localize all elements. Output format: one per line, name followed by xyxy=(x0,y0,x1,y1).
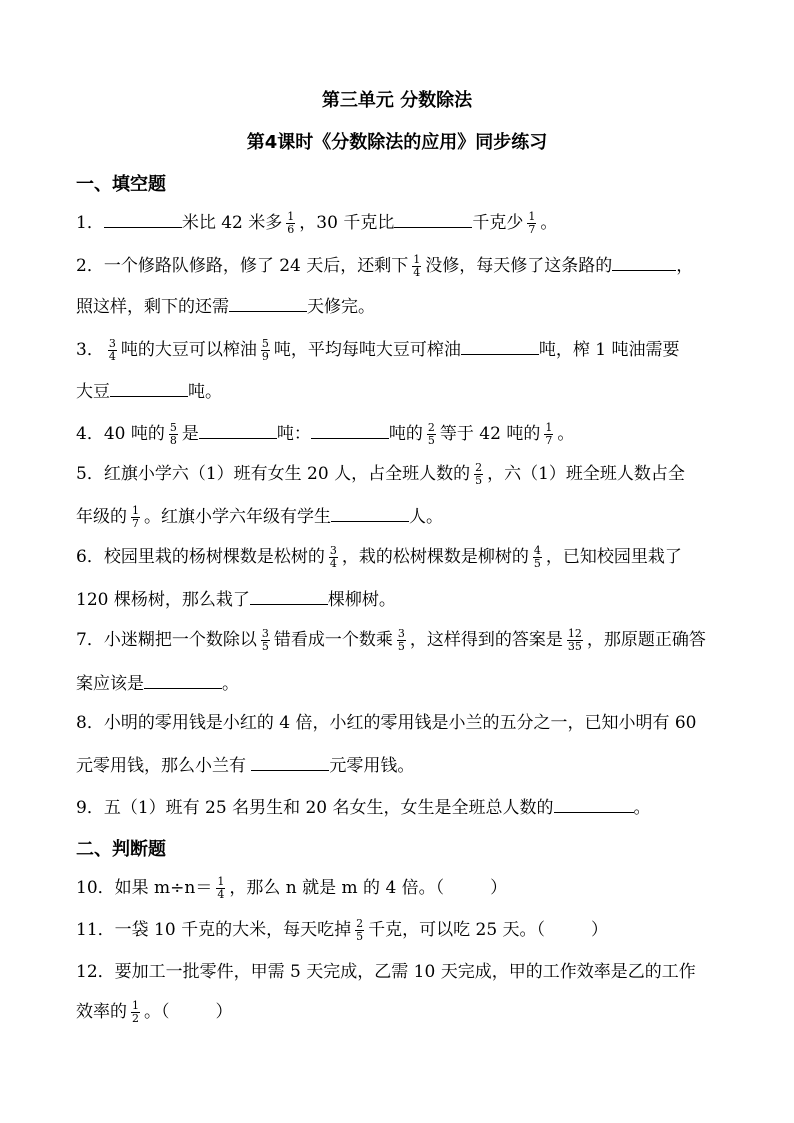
fraction: $\frac{1}{4}$ xyxy=(413,253,421,279)
question-4: 4．40 吨的 $\frac{5}{8}$ 是 吨： 吨的 $\frac{2}{5}$ 等于 42 吨的 $\frac{1}{7}$ 。 xyxy=(76,421,575,447)
question-6: 6．校园里栽的杨树棵数是松树的 $\frac{3}{4}$ ，栽的松树棵数是柳树的 $\frac{4}{5}$ ，已知校园里栽了 xyxy=(76,544,682,570)
fraction: $\frac{12}{35}$ xyxy=(567,627,582,653)
question-12: 12．要加工一批零件，甲需 5 天完成，乙需 10 天完成，甲的工作效率是乙的工作 xyxy=(76,962,696,982)
question-7: 7．小迷糊把一个数除以 $\frac{3}{5}$ 错看成一个数乘 $\frac{3}{5}$ ，这样得到的答案是 $\frac{12}{35}$ ，那原题正确答 xyxy=(76,627,706,653)
fraction: $\frac{5}{8}$ xyxy=(169,421,177,447)
fraction: $\frac{1}{7}$ xyxy=(545,421,553,447)
answer-blank[interactable] xyxy=(612,252,676,271)
fraction: $\frac{1}{7}$ xyxy=(132,504,139,530)
fraction: $\frac{1}{6}$ xyxy=(287,210,295,236)
fraction: $\frac{2}{5}$ xyxy=(356,917,364,943)
fraction: $\frac{3}{4}$ xyxy=(329,544,337,570)
answer-blank[interactable] xyxy=(394,209,472,228)
question-5: 5．红旗小学六（1）班有女生 20 人，占全班人数的 $\frac{2}{5}$ ，六（1）班全班人数占全 xyxy=(76,461,685,487)
fraction: $\frac{3}{5}$ xyxy=(261,627,269,653)
answer-blank[interactable] xyxy=(144,670,222,689)
answer-blank[interactable] xyxy=(461,336,539,355)
unit-title: 第三单元 分数除法 xyxy=(321,90,473,111)
question-10: 10．如果 m÷n＝ $\frac{1}{4}$ ，那么 n 就是 m 的 4 倍。（ ） xyxy=(76,875,508,901)
fraction: $\frac{1}{4}$ xyxy=(217,875,225,901)
section-judge-heading: 二、判断题 xyxy=(76,839,166,860)
answer-blank[interactable] xyxy=(311,420,389,439)
answer-blank[interactable] xyxy=(250,586,328,605)
answer-blank[interactable] xyxy=(199,420,277,439)
question-3-line-2: 大豆 吨。 xyxy=(76,378,222,404)
question-2: 2．一个修路队修路，修了 24 天后，还剩下 $\frac{1}{4}$ 没修，每天修了这条路的 ， xyxy=(76,253,694,279)
question-11: 11．一袋 10 千克的大米，每天吃掉 $\frac{2}{5}$ 千克，可以吃 25 天。（ ） xyxy=(76,917,609,943)
fraction: $\frac{4}{5}$ xyxy=(533,544,541,570)
answer-blank[interactable] xyxy=(229,293,307,312)
question-6-line-2: 120 棵杨树，那么栽了 棵柳树。 xyxy=(76,586,396,612)
answer-blank[interactable] xyxy=(251,752,329,771)
question-8-line-2: 元零用钱，那么小兰有 元零用钱。 xyxy=(76,752,414,778)
question-12-line-2: 效率的 $\frac{1}{2}$ 。（ ） xyxy=(76,999,233,1025)
fraction: $\frac{2}{5}$ xyxy=(427,421,435,447)
answer-blank[interactable] xyxy=(331,503,409,522)
fraction: $\frac{2}{5}$ xyxy=(475,461,483,487)
section-fill-heading: 一、填空题 xyxy=(76,174,166,195)
question-5-line-2: 年级的 $\frac{1}{7}$ 。红旗小学六年级有学生 人。 xyxy=(76,504,443,530)
answer-blank[interactable] xyxy=(554,794,634,813)
answer-blank[interactable] xyxy=(104,209,182,228)
fraction: $\frac{1}{7}$ xyxy=(528,210,536,236)
fraction: $\frac{1}{2}$ xyxy=(132,999,139,1025)
question-1: 1． 米比 42 米多 $\frac{1}{6}$ ，30 千克比 千克少 $\frac{1}{7}$ 。 xyxy=(76,210,558,236)
fraction: $\frac{3}{5}$ xyxy=(397,627,405,653)
question-3: 3． $\frac{3}{4}$ 吨的大豆可以榨油 $\frac{5}{9}$ 吨，平均每吨大豆可榨油 吨，榨 1 吨油需要 xyxy=(76,337,680,363)
question-8: 8．小明的零用钱是小红的 4 倍，小红的零用钱是小兰的五分之一，已知小明有 60 xyxy=(76,713,697,733)
question-7-line-2: 案应该是 。 xyxy=(76,670,239,696)
answer-blank[interactable] xyxy=(110,378,188,397)
fraction: $\frac{5}{9}$ xyxy=(261,337,269,363)
lesson-title: 第4课时《分数除法的应用》同步练习 xyxy=(246,132,548,153)
fraction: $\frac{3}{4}$ xyxy=(108,337,116,363)
question-9: 9．五（1）班有 25 名男生和 20 名女生，女生是全班总人数的 。 xyxy=(76,794,651,820)
question-2-line-2: 照这样，剩下的还需 天修完。 xyxy=(76,293,375,319)
